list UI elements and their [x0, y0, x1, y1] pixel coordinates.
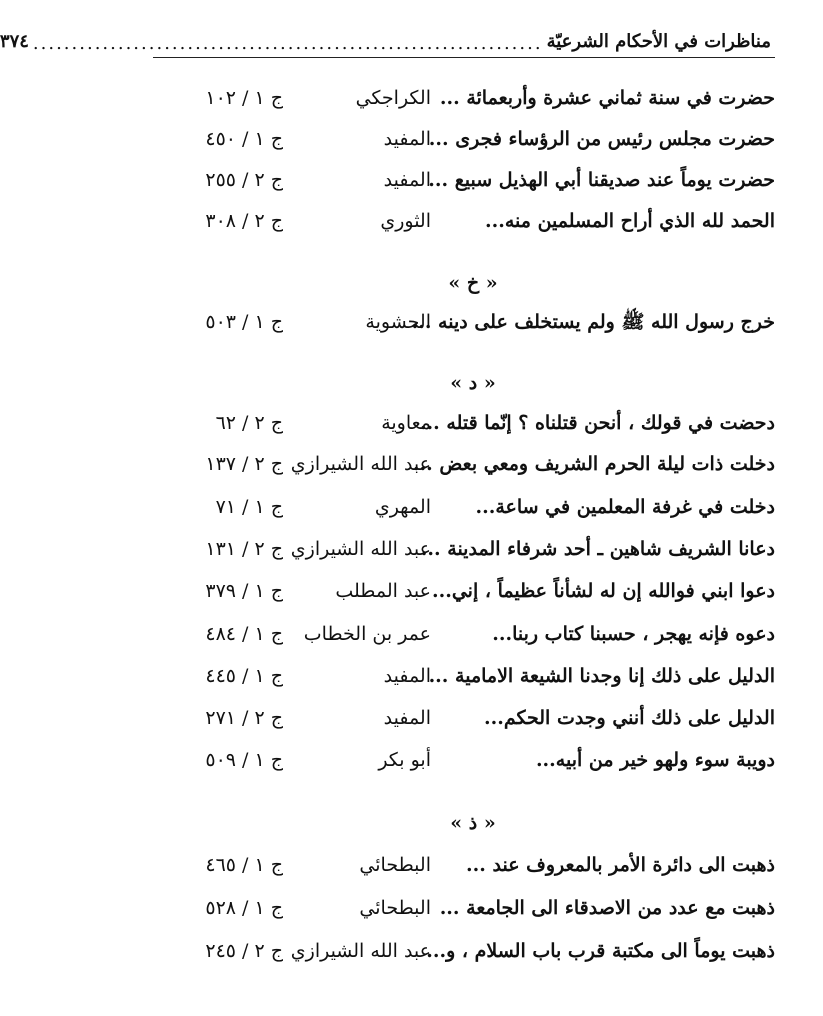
entry-reference: ج ٢ / ٦٢ — [215, 412, 283, 434]
entry-speaker: المهري — [374, 496, 431, 518]
entry-speaker: البطحائي — [359, 854, 431, 876]
letter-heading-dal: « د » — [450, 372, 496, 394]
entry-reference: ج ١ / ٤٨٤ — [205, 623, 283, 645]
index-entry — [123, 933, 823, 969]
entry-phrase: دعوا ابني فوالله إن له لشأناً عظيماً ، إني... — [431, 580, 775, 602]
entry-speaker: أبو بكر — [378, 749, 431, 771]
index-entry — [123, 531, 823, 567]
entry-reference: ج ١ / ٣٧٩ — [205, 580, 283, 602]
index-entry — [123, 446, 823, 482]
running-header-title: مناظرات في الأحكام الشرعيّة — [546, 30, 771, 52]
entry-phrase: الحمد لله الذي أراح المسلمين منه... — [485, 210, 775, 232]
entry-phrase: ذهبت مع عدد من الاصدقاء الى الجامعة ... — [439, 897, 775, 919]
index-entry — [123, 304, 823, 340]
entry-reference: ج ٢ / ٣٠٨ — [205, 210, 283, 232]
entry-reference: ج ٢ / ٢٥٥ — [205, 169, 283, 191]
entry-phrase: حضرت في سنة ثماني عشرة وأربعمائة ... — [439, 87, 775, 109]
entry-phrase: دحضت في قولك ، أنحن قتلناه ؟ إنّما قتله ... — [419, 412, 775, 434]
entry-speaker: معاوية — [381, 412, 431, 434]
entry-reference: ج ١ / ٥٠٣ — [205, 311, 283, 333]
index-entry — [123, 742, 823, 778]
entry-speaker: عمر بن الخطاب — [303, 623, 431, 645]
entry-phrase: الدليل على ذلك إنا وجدنا الشيعة الامامية ... — [428, 665, 775, 687]
index-entry — [123, 80, 823, 116]
entry-speaker: عبد الله الشيرازي — [290, 538, 431, 560]
entry-speaker: المفيد — [383, 128, 431, 150]
entry-speaker: الثوري — [380, 210, 431, 232]
entry-reference: ج ١ / ٥٠٩ — [205, 749, 283, 771]
entry-phrase: حضرت مجلس رئيس من الرؤساء فجرى ... — [428, 128, 775, 150]
index-entry — [123, 616, 823, 652]
entry-phrase: دعانا الشريف شاهين ـ أحد شرفاء المدينة ... — [420, 538, 775, 560]
entry-reference: ج ٢ / ٢٤٥ — [205, 940, 283, 962]
letter-heading-kha: « خ » — [448, 272, 498, 294]
entry-speaker: عبد الله الشيرازي — [290, 940, 431, 962]
entry-phrase: حضرت يوماً عند صديقنا أبي الهذيل سبيع ... — [428, 169, 775, 191]
index-entry — [123, 405, 823, 441]
index-entry — [123, 658, 823, 694]
entry-phrase: ذهبت يوماً الى مكتبة قرب باب السلام ، و... — [426, 940, 775, 962]
index-entry — [123, 573, 823, 609]
leader-dots: .................................................................. — [32, 32, 543, 54]
running-header — [0, 26, 771, 56]
entry-reference: ج ٢ / ١٣١ — [205, 538, 283, 560]
entry-speaker: الحشوية — [365, 311, 431, 333]
entry-phrase: الدليل على ذلك أنني وجدت الحكم... — [484, 707, 775, 729]
entry-phrase: دخلت في غرفة المعلمين في ساعة... — [475, 496, 775, 518]
entry-speaker: عبد المطلب — [335, 580, 431, 602]
entry-speaker: المفيد — [383, 169, 431, 191]
entry-speaker: عبد الله الشيرازي — [290, 453, 431, 475]
entry-reference: ج ١ / ٧١ — [215, 496, 283, 518]
letter-heading-dhal: « ذ » — [450, 812, 496, 834]
header-rule — [153, 57, 775, 58]
index-entry — [123, 121, 823, 157]
entry-reference: ج ٢ / ٢٧١ — [205, 707, 283, 729]
entry-reference: ج ١ / ٥٢٨ — [205, 897, 283, 919]
index-entry — [123, 162, 823, 198]
entry-phrase: دويبة سوء ولهو خير من أبيه... — [535, 749, 775, 771]
entry-phrase: دخلت ذات ليلة الحرم الشريف ومعي بعض ... — [412, 453, 775, 475]
index-entry — [123, 847, 823, 883]
index-entry — [123, 489, 823, 525]
entry-speaker: المفيد — [383, 707, 431, 729]
entry-phrase: خرج رسول الله ﷺ ولم يستخلف على دينه ... — [411, 311, 775, 333]
entry-reference: ج ١ / ٤٥٠ — [205, 128, 283, 150]
entry-speaker: البطحائي — [359, 897, 431, 919]
index-entry — [123, 700, 823, 736]
entry-phrase: دعوه فإنه يهجر ، حسبنا كتاب ربنا... — [492, 623, 775, 645]
entry-reference: ج ١ / ٤٦٥ — [205, 854, 283, 876]
entry-phrase: ذهبت الى دائرة الأمر بالمعروف عند ... — [466, 854, 775, 876]
index-entry — [123, 890, 823, 926]
page-number: ٣٧٤ — [0, 30, 29, 52]
entry-reference: ج ٢ / ١٣٧ — [205, 453, 283, 475]
index-entry — [123, 203, 823, 239]
entry-reference: ج ١ / ٤٤٥ — [205, 665, 283, 687]
entry-reference: ج ١ / ١٠٢ — [205, 87, 283, 109]
entry-speaker: الكراجكي — [355, 87, 431, 109]
entry-speaker: المفيد — [383, 665, 431, 687]
